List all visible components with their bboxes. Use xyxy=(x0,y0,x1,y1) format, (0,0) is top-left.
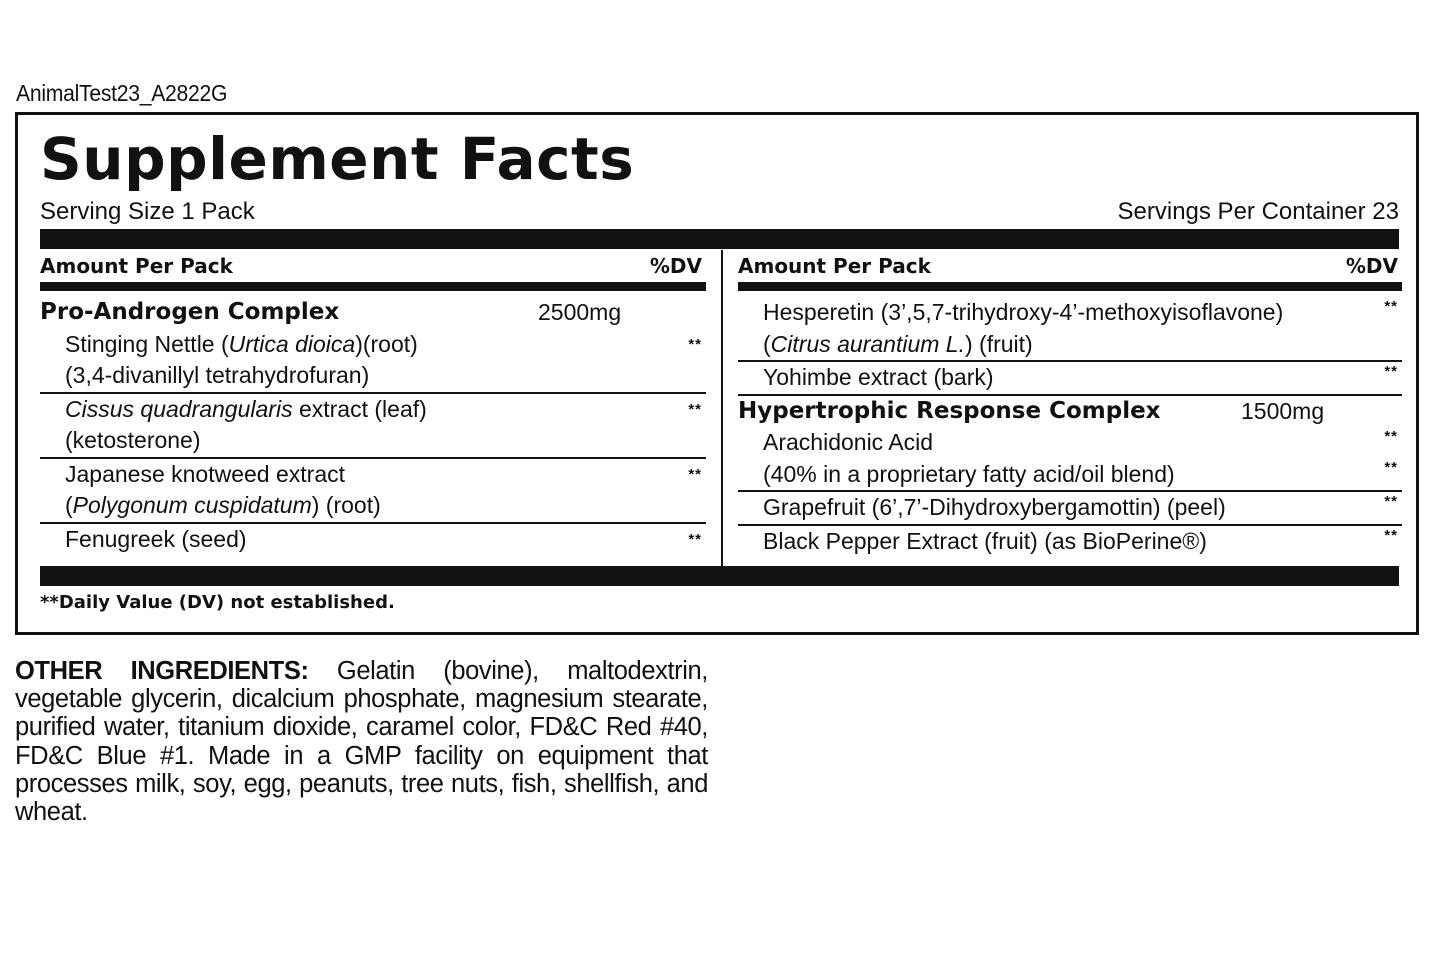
ingredient-row-arachidonic-acid xyxy=(738,427,1402,492)
ingredient-detail: (40% in a proprietary fatty acid/oil blend) xyxy=(763,460,1175,487)
ingredient-row-stinging-nettle xyxy=(40,329,706,394)
dv-not-established-mark: ** xyxy=(1384,459,1398,476)
ingredient-name: Grapefruit (6’,7’-Dihydroxybergamottin) (peel) xyxy=(763,494,1226,520)
other-ingredients-label: OTHER INGREDIENTS: xyxy=(15,657,309,685)
header-rule xyxy=(40,282,706,291)
ingredient-row-cissus xyxy=(40,394,706,459)
servings-per-container: Servings Per Container 23 xyxy=(1117,198,1399,225)
dv-not-established-mark: ** xyxy=(1384,526,1398,544)
group-row-pro-androgen xyxy=(40,297,706,329)
group-name: Pro-Androgen Complex xyxy=(40,299,340,325)
ingredient-name: Japanese knotweed extract xyxy=(65,460,346,487)
serving-size: Serving Size 1 Pack xyxy=(40,198,255,225)
ingredient-detail: (Citrus aurantium L.) (fruit) xyxy=(763,330,1033,357)
left-column-header xyxy=(40,250,706,282)
group-row-hypertrophic xyxy=(738,394,1402,428)
ingredient-name: Arachidonic Acid xyxy=(763,429,934,455)
ingredient-detail: (ketosterone) xyxy=(65,427,201,453)
dv-not-established-mark: ** xyxy=(688,400,702,418)
dv-not-established-mark: ** xyxy=(1384,363,1398,380)
dv-not-established-mark: ** xyxy=(1384,493,1398,510)
other-ingredients-text: Gelatin (bovine), maltodextrin, vegetable glycerin, dicalcium phosphate, magnesium stearate, purified water, titanium dioxide, caramel color, FD&C Red #40, FD&C Blue #1. Made in a GMP facility on equipment that processes milk, soy, egg, peanuts, tree nuts, fish, shellfish, and wheat. xyxy=(15,657,708,827)
dv-not-established-mark: ** xyxy=(1384,298,1398,315)
ingredient-name: Hesperetin (3’,5,7-trihydroxy-4’-methoxyisoflavone) xyxy=(763,299,1284,325)
dv-footnote: **Daily Value (DV) not established. xyxy=(40,592,395,613)
dv-header: %DV xyxy=(649,254,702,278)
left-column xyxy=(40,250,706,555)
bottom-divider-bar xyxy=(40,566,1399,586)
dv-not-established-mark: ** xyxy=(1384,428,1398,445)
ingredient-name: Cissus quadrangularis extract (leaf) xyxy=(65,395,427,422)
ingredient-row-japanese-knotweed xyxy=(40,459,706,524)
dv-not-established-mark: ** xyxy=(688,465,702,483)
product-code-label: AnimalTest23_A2822G xyxy=(16,80,228,106)
ingredient-detail: (3,4-divanillyl tetrahydrofuran) xyxy=(65,362,370,388)
amount-per-pack-header: Amount Per Pack xyxy=(40,254,233,278)
ingredient-detail: (Polygonum cuspidatum) (root) xyxy=(65,492,381,518)
amount-per-pack-header: Amount Per Pack xyxy=(738,254,931,278)
ingredient-name: Stinging Nettle (Urtica dioica)(root) xyxy=(65,330,418,357)
ingredient-row-hesperetin xyxy=(738,297,1402,362)
ingredient-name: Fenugreek (seed) xyxy=(65,525,247,552)
dv-header: %DV xyxy=(1345,254,1398,278)
ingredient-row-fenugreek xyxy=(40,524,706,556)
column-divider xyxy=(721,250,723,566)
dv-not-established-mark: ** xyxy=(688,530,702,548)
ingredient-row-black-pepper xyxy=(738,526,1402,558)
top-divider-bar xyxy=(40,229,1399,249)
ingredient-name: Black Pepper Extract (fruit) (as BioPerine®) xyxy=(763,527,1207,554)
right-column-header xyxy=(738,250,1402,282)
ingredient-name: Yohimbe extract (bark) xyxy=(763,364,994,390)
supplement-facts-panel xyxy=(15,112,1419,635)
dv-not-established-mark: ** xyxy=(688,335,702,353)
ingredient-row-grapefruit xyxy=(738,492,1402,526)
ingredient-row-yohimbe xyxy=(738,362,1402,394)
group-name: Hypertrophic Response Complex xyxy=(738,397,1161,424)
panel-title: Supplement Facts xyxy=(40,125,635,193)
other-ingredients xyxy=(15,657,708,826)
group-amount: 1500mg xyxy=(1241,397,1325,424)
group-amount: 2500mg xyxy=(538,299,622,325)
header-rule xyxy=(738,282,1402,291)
right-column xyxy=(738,250,1402,557)
